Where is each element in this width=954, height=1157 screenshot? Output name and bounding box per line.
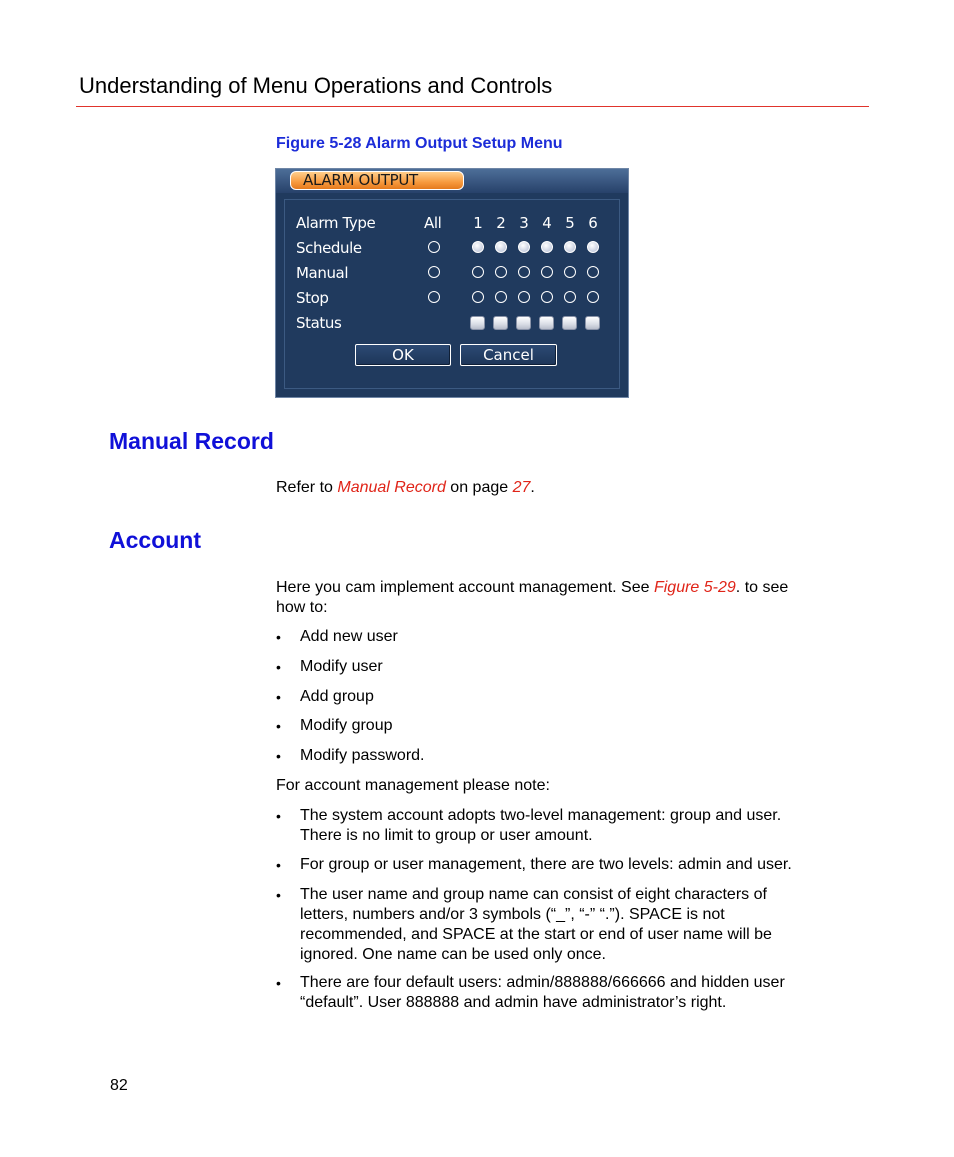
status-ch1-indicator [470, 316, 485, 330]
list-item-text: Add new user [300, 628, 398, 645]
stop-all-radio[interactable] [428, 291, 440, 303]
manual-record-heading: Manual Record [109, 428, 274, 454]
all-column-label: All [424, 214, 442, 232]
stop-ch5-radio[interactable] [564, 291, 576, 303]
account-intro-after: . to see [735, 579, 789, 596]
cancel-button[interactable]: Cancel [460, 344, 557, 366]
bullet-icon: • [276, 887, 281, 903]
schedule-ch1-radio[interactable] [472, 241, 484, 253]
page-number: 82 [110, 1077, 128, 1094]
schedule-ch4-radio[interactable] [541, 241, 553, 253]
stop-ch4-radio[interactable] [541, 291, 553, 303]
list-item-text: There are four default users: admin/888888/666666 and hidden user [300, 974, 785, 991]
list-item-text: letters, numbers and/or 3 symbols (“_”, “-” “.”). SPACE is not [300, 906, 725, 923]
status-ch3-indicator [516, 316, 531, 330]
channel-2-label: 2 [496, 214, 506, 232]
header-divider [76, 106, 869, 107]
bullet-icon: • [276, 629, 281, 645]
bullet-icon: • [276, 689, 281, 705]
list-item [276, 716, 393, 736]
stop-ch3-radio[interactable] [518, 291, 530, 303]
bullet-icon: • [276, 659, 281, 675]
schedule-ch6-radio[interactable] [587, 241, 599, 253]
manual-record-text-middle: on page [445, 479, 513, 496]
stop-label: Stop [296, 289, 329, 307]
stop-ch6-radio[interactable] [587, 291, 599, 303]
list-item-text: Add group [300, 688, 374, 705]
manual-record-text-before: Refer to [276, 479, 338, 496]
bullet-icon: • [276, 808, 281, 824]
manual-ch4-radio[interactable] [541, 266, 553, 278]
list-item [276, 855, 792, 875]
schedule-ch5-radio[interactable] [564, 241, 576, 253]
page-header-title: Understanding of Menu Operations and Controls [79, 73, 553, 98]
manual-all-radio[interactable] [428, 266, 440, 278]
schedule-all-radio[interactable] [428, 241, 440, 253]
manual-record-text-after: . [530, 479, 535, 496]
list-item-text: For group or user management, there are two levels: admin and user. [300, 856, 792, 873]
alarm-output-menu-screenshot [275, 168, 629, 398]
alarm-output-tab[interactable]: ALARM OUTPUT [290, 171, 464, 190]
status-ch4-indicator [539, 316, 554, 330]
channel-1-label: 1 [473, 214, 483, 232]
account-intro [276, 578, 788, 618]
channel-6-label: 6 [588, 214, 598, 232]
status-ch5-indicator [562, 316, 577, 330]
list-item-text: ignored. One name can be used only once. [300, 946, 606, 963]
list-item-text: Modify group [300, 717, 393, 734]
bullet-icon: • [276, 975, 281, 991]
manual-record-link[interactable]: Manual Record [337, 479, 446, 496]
list-item-text: recommended, and SPACE at the start or end of user name will be [300, 926, 772, 943]
bullet-icon: • [276, 857, 281, 873]
list-item [276, 746, 425, 766]
status-ch6-indicator [585, 316, 600, 330]
list-item [276, 627, 398, 647]
ok-button[interactable]: OK [355, 344, 451, 366]
list-item [276, 806, 782, 846]
account-note-intro: For account management please note: [276, 777, 550, 794]
schedule-label: Schedule [296, 239, 362, 257]
channel-4-label: 4 [542, 214, 552, 232]
manual-ch3-radio[interactable] [518, 266, 530, 278]
manual-label: Manual [296, 264, 349, 282]
account-heading: Account [109, 527, 201, 553]
schedule-ch3-radio[interactable] [518, 241, 530, 253]
account-intro-before: Here you cam implement account management. See [276, 579, 654, 596]
stop-ch1-radio[interactable] [472, 291, 484, 303]
channel-3-label: 3 [519, 214, 529, 232]
bullet-icon: • [276, 748, 281, 764]
bullet-icon: • [276, 718, 281, 734]
list-item [276, 687, 374, 707]
account-intro-line2: how to: [276, 599, 328, 616]
list-item [276, 885, 772, 965]
manual-ch6-radio[interactable] [587, 266, 599, 278]
stop-ch2-radio[interactable] [495, 291, 507, 303]
figure-5-29-link[interactable]: Figure 5-29 [653, 579, 736, 596]
list-item [276, 657, 383, 677]
status-ch2-indicator [493, 316, 508, 330]
manual-record-paragraph [276, 478, 535, 498]
list-item-text: Modify user [300, 658, 383, 675]
list-item-text: Modify password. [300, 747, 425, 764]
manual-ch5-radio[interactable] [564, 266, 576, 278]
figure-caption: Figure 5-28 Alarm Output Setup Menu [276, 135, 563, 152]
channel-5-label: 5 [565, 214, 575, 232]
list-item-text: “default”. User 888888 and admin have administrator’s right. [300, 994, 727, 1011]
list-item-text: The system account adopts two-level management: group and user. [300, 807, 782, 824]
manual-ch2-radio[interactable] [495, 266, 507, 278]
list-item-text: The user name and group name can consist of eight characters of [300, 886, 767, 903]
list-item [276, 973, 785, 1013]
alarm-type-label: Alarm Type [296, 214, 376, 232]
manual-record-page-link[interactable]: 27 [512, 479, 531, 496]
schedule-ch2-radio[interactable] [495, 241, 507, 253]
manual-ch1-radio[interactable] [472, 266, 484, 278]
status-label: Status [296, 314, 342, 332]
list-item-text: There is no limit to group or user amount. [300, 827, 593, 844]
